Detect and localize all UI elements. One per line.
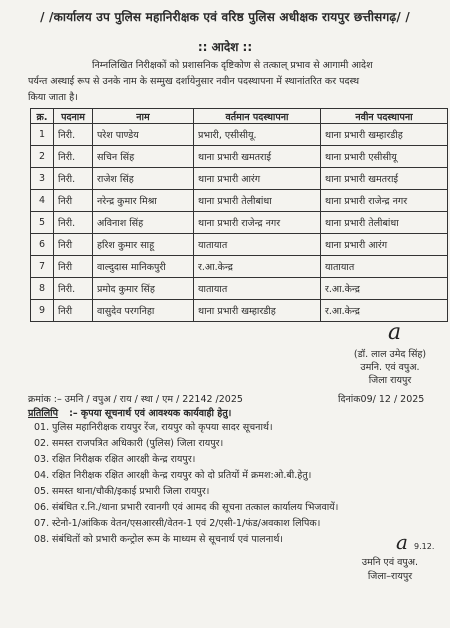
cell-name: वाल्दुदास मानिकपुरी <box>93 256 194 278</box>
cell-name: परेश पाण्डेय <box>93 124 194 146</box>
list-item <box>34 500 448 516</box>
col-header-rank: पदनाम <box>54 109 93 124</box>
cell-name: प्रमोद कुमार सिंह <box>93 278 194 300</box>
table-row <box>31 234 448 256</box>
col-header-new-posting: नवीन पदस्थापना <box>321 109 448 124</box>
signatory-designation: उमनि. एवं वपुअ. <box>360 362 420 373</box>
cell-current-posting: थाना प्रभारी तेलीबांधा <box>194 190 321 212</box>
cell-name: सचिन सिंह <box>93 146 194 168</box>
cell-new-posting: यातायात <box>321 256 448 278</box>
list-item <box>34 484 448 500</box>
recipient-number: 02. <box>34 438 50 449</box>
intro-line-1: निम्नलिखित निरीक्षकों को प्रशासनिक दृष्टिकोण से तत्काल् प्रभाव से आगामी आदेश <box>92 60 373 71</box>
recipient-text: रक्षित निरीक्षक रक्षित आरक्षी केन्द्र रायपुर। <box>52 454 196 465</box>
cell-new-posting: र.आ.केन्द्र <box>321 300 448 322</box>
table-row <box>31 168 448 190</box>
signature-2-mark: a <box>396 530 408 554</box>
cell-sno: 9 <box>31 300 54 322</box>
cell-sno: 8 <box>31 278 54 300</box>
table-header-row <box>31 109 448 124</box>
cell-sno: 4 <box>31 190 54 212</box>
recipient-text: पुलिस महानिरीक्षक रायपुर रेंज, रायपुर को कृपया सादर सूचनार्थ। <box>52 422 273 433</box>
recipient-text: संबंधितों को प्रभारी कन्ट्रोल रूम के माध्यम से सूचनार्थ एवं पालनार्थ। <box>52 534 284 545</box>
order-title: :: आदेश :: <box>197 40 253 54</box>
cell-current-posting: यातायात <box>194 278 321 300</box>
table-row <box>31 212 448 234</box>
table-row <box>31 300 448 322</box>
list-item <box>34 420 448 436</box>
table-row <box>31 278 448 300</box>
cell-current-posting: यातायात <box>194 234 321 256</box>
recipient-text: स्टेनो-1/आंकिक वेतन/एसआरसी/वेतन-1 एवं 2/एसी-1/फंड/अवकाश लिपिक। <box>52 518 321 529</box>
cell-current-posting: थाना प्रभारी खम्हारडीह <box>194 300 321 322</box>
cell-name: नरेन्द्र कुमार मिश्रा <box>93 190 194 212</box>
cell-new-posting: थाना प्रभारी खमतराई <box>321 168 448 190</box>
signatory-name: (डॉ. लाल उमेद सिंह) <box>353 349 427 360</box>
col-header-sno: क्र. <box>31 109 54 124</box>
cell-rank: निरी. <box>54 278 93 300</box>
table-row <box>31 256 448 278</box>
cell-name: वासुदेव परगनिहा <box>93 300 194 322</box>
recipient-number: 06. <box>34 502 50 513</box>
table-row <box>31 124 448 146</box>
recipient-number: 03. <box>34 454 50 465</box>
copy-to-line <box>28 406 448 419</box>
cell-new-posting: थाना प्रभारी खम्हारडीह <box>321 124 448 146</box>
transfer-table <box>30 108 448 322</box>
table-row <box>31 146 448 168</box>
signatory-2-designation: उमनि एवं वपुअ. <box>361 557 419 568</box>
reference-line <box>28 392 448 405</box>
cell-sno: 6 <box>31 234 54 256</box>
list-item <box>34 468 448 484</box>
cell-new-posting: थाना प्रभारी एसीसीयू <box>321 146 448 168</box>
cell-name: हरिश कुमार साहू <box>93 234 194 256</box>
recipient-number: 04. <box>34 470 50 481</box>
recipient-number: 07. <box>34 518 50 529</box>
cell-name: राजेश सिंह <box>93 168 194 190</box>
intro-line-3: किया जाता है। <box>28 92 78 103</box>
cell-sno: 3 <box>31 168 54 190</box>
recipient-number: 08. <box>34 534 50 545</box>
table-body <box>31 124 448 322</box>
cell-rank: निरी. <box>54 146 93 168</box>
cell-new-posting: थाना प्रभारी आरंग <box>321 234 448 256</box>
cell-sno: 5 <box>31 212 54 234</box>
signature-block-1 <box>330 348 450 387</box>
signatory-district: जिला रायपुर <box>368 375 412 386</box>
recipient-text: समस्त राजपत्रित अधिकारी (पुलिस) जिला रायपुर। <box>52 438 224 449</box>
cell-sno: 2 <box>31 146 54 168</box>
signatory-2-district: जिला–रायपुर <box>367 571 413 582</box>
cell-rank: निरी <box>54 190 93 212</box>
col-header-current-posting: वर्तमान पदस्थापना <box>194 109 321 124</box>
recipient-text: संबंधित र.नि./थाना प्रभारी रवानगी एवं आमद की सूचना तत्काल कार्यालय भिजवायें। <box>52 502 339 513</box>
list-item <box>34 452 448 468</box>
cell-current-posting: र.आ.केन्द्र <box>194 256 321 278</box>
cell-rank: निरी <box>54 300 93 322</box>
recipient-number: 01. <box>34 422 50 433</box>
signature-block-2 <box>330 556 450 584</box>
recipient-number: 05. <box>34 486 50 497</box>
cell-rank: निरी <box>54 256 93 278</box>
cell-name: अविनाश सिंह <box>93 212 194 234</box>
intro-line-2: पर्यन्त अस्थाई रूप से उनके नाम के सम्मुख दर्शायेनुसार नवीन पदस्थापना में स्थानांतरित कर पदस्थ <box>28 76 360 87</box>
cell-sno: 7 <box>31 256 54 278</box>
reference-date: दिनांक09/ 12 / 2025 <box>338 394 425 405</box>
intro-paragraph <box>28 58 448 106</box>
col-header-name: नाम <box>93 109 194 124</box>
copy-label: प्रतिलिपि <box>28 408 59 419</box>
list-item <box>34 516 448 532</box>
list-item <box>34 532 448 548</box>
signature-1-mark: a <box>388 320 402 345</box>
cell-rank: निरी <box>54 234 93 256</box>
reference-number: क्रमांक :– उमनि / वपुअ / राय / स्था / एम / 22142 /2025 <box>28 394 243 405</box>
cell-rank: निरी. <box>54 124 93 146</box>
cell-new-posting: र.आ.केन्द्र <box>321 278 448 300</box>
recipient-text: समस्त थाना/चौकी/इकाई प्रभारी जिला रायपुर। <box>52 486 210 497</box>
copy-subject: :– कृपया सूचनार्थ एवं आवश्यक कार्यवाही हेतु। <box>69 408 232 419</box>
cell-sno: 1 <box>31 124 54 146</box>
cell-new-posting: थाना प्रभारी तेलीबांधा <box>321 212 448 234</box>
cell-current-posting: थाना प्रभारी खमतराई <box>194 146 321 168</box>
cell-rank: निरी. <box>54 168 93 190</box>
table-row <box>31 190 448 212</box>
cell-current-posting: थाना प्रभारी आरंग <box>194 168 321 190</box>
cell-current-posting: थाना प्रभारी राजेन्द्र नगर <box>194 212 321 234</box>
cell-current-posting: प्रभारी, एसीसीयू. <box>194 124 321 146</box>
cell-new-posting: थाना प्रभारी राजेन्द्र नगर <box>321 190 448 212</box>
list-item <box>34 436 448 452</box>
recipient-list <box>34 420 448 548</box>
office-header: / /कार्यालय उप पुलिस महानिरीक्षक एवं वरिष्ठ पुलिस अधीक्षक रायपुर छत्तीसगढ़/ / <box>40 10 410 24</box>
signature-2-date: 9.12. <box>414 542 435 551</box>
cell-rank: निरी. <box>54 212 93 234</box>
recipient-text: रक्षित निरीक्षक रक्षित आरक्षी केन्द्र रायपुर को दो प्रतियों में क्रमश:ओ.बी.हेतु। <box>52 470 312 481</box>
